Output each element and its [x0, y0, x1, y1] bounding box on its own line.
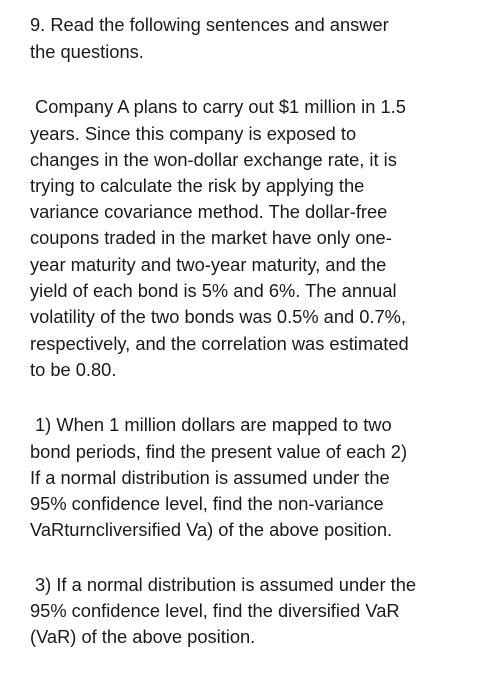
paragraph-3-line-3: (VaR) of the above position.: [30, 626, 256, 647]
paragraph-1-line-2: years. Since this company is exposed to: [30, 123, 357, 144]
paragraph-1-line-9: volatility of the two bonds was 0.5% and 0.7%,: [30, 306, 406, 327]
paragraph-1-line-5: variance covariance method. The dollar-free: [30, 201, 388, 222]
paragraph-1-line-1: Company A plans to carry out $1 million in 1.5: [35, 96, 406, 117]
paragraph-2-line-4: 95% confidence level, find the non-variance: [30, 493, 384, 514]
question-heading-line-2: the questions.: [30, 41, 144, 62]
paragraph-3-line-1: 3) If a normal distribution is assumed under the: [35, 574, 417, 595]
paragraph-1-line-7: year maturity and two-year maturity, and the: [30, 254, 387, 275]
paragraph-1-line-6: coupons traded in the market have only one-: [30, 227, 392, 248]
paragraph-1-line-3: changes in the won-dollar exchange rate, it is: [30, 149, 397, 170]
paragraph-1-line-11: to be 0.80.: [30, 359, 117, 380]
paragraph-2-line-2: bond periods, find the present value of each 2): [30, 441, 408, 462]
question-heading-line-1: 9. Read the following sentences and answer: [30, 14, 389, 35]
paragraph-1-line-4: trying to calculate the risk by applying the: [30, 175, 365, 196]
paragraph-2-line-3: If a normal distribution is assumed under the: [30, 467, 390, 488]
paragraph-1-line-8: yield of each bond is 5% and 6%. The annual: [30, 280, 397, 301]
paragraph-2-line-5: VaRturncliversified Va) of the above position.: [30, 519, 393, 540]
paragraph-1-line-10: respectively, and the correlation was estimated: [30, 333, 409, 354]
paragraph-3-line-2: 95% confidence level, find the diversified VaR: [30, 600, 400, 621]
paragraph-2-line-1: 1) When 1 million dollars are mapped to two: [35, 414, 392, 435]
